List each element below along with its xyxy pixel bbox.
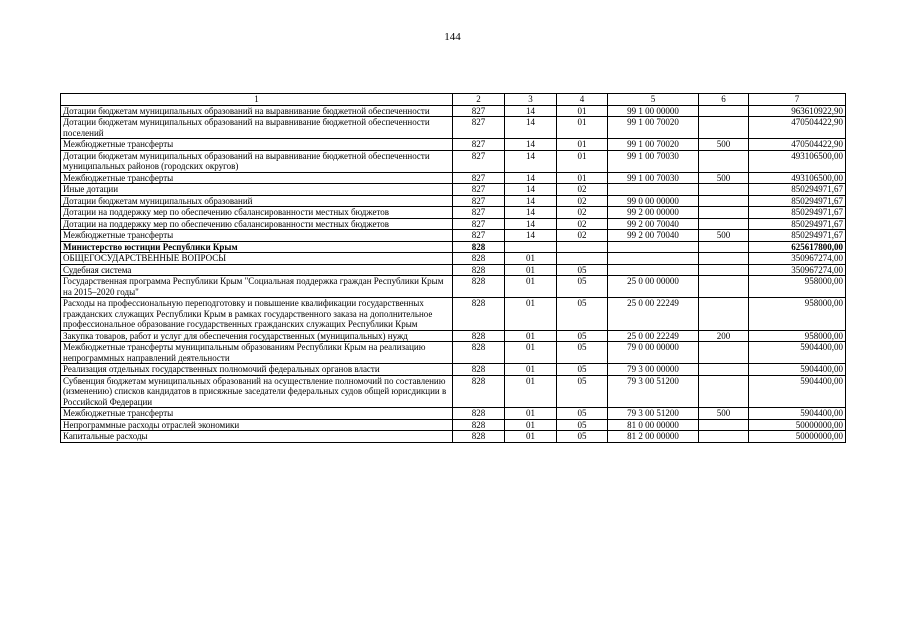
- row-dept-code-cell: 827: [453, 230, 505, 242]
- row-sum-cell: 470504422,90: [749, 117, 846, 139]
- table-row: [61, 172, 846, 184]
- row-section-cell: 14: [505, 150, 557, 172]
- row-section-cell: 14: [505, 207, 557, 219]
- row-dept-code-cell: 827: [453, 184, 505, 196]
- row-expense-type-cell: [699, 431, 749, 443]
- row-expense-type-cell: 500: [699, 139, 749, 151]
- row-dept-code-cell: 827: [453, 150, 505, 172]
- row-expense-type-cell: [699, 184, 749, 196]
- row-name-cell: Государственная программа Республики Крым "Социальная поддержка граждан Республики Крым на 2015–2020 годы": [61, 276, 453, 298]
- row-subsection-cell: [557, 241, 608, 253]
- row-target-article-cell: 99 1 00 70020: [608, 139, 699, 151]
- row-target-article-cell: [608, 253, 699, 265]
- row-dept-code-cell: 827: [453, 105, 505, 117]
- row-section-cell: 01: [505, 431, 557, 443]
- row-target-article-cell: 79 3 00 51200: [608, 375, 699, 408]
- row-dept-code-cell: 828: [453, 276, 505, 298]
- header-cell: 1: [61, 94, 453, 106]
- table-row: [61, 150, 846, 172]
- header-row: [61, 94, 846, 106]
- row-name-cell: Межбюджетные трансферты: [61, 230, 453, 242]
- row-name-cell: Непрограммные расходы отраслей экономики: [61, 419, 453, 431]
- row-sum-cell: 963610922,90: [749, 105, 846, 117]
- row-name-cell: Межбюджетные трансферты: [61, 172, 453, 184]
- row-expense-type-cell: [699, 117, 749, 139]
- row-dept-code-cell: 828: [453, 375, 505, 408]
- row-subsection-cell: 02: [557, 195, 608, 207]
- row-section-cell: 01: [505, 342, 557, 364]
- table-row: [61, 241, 846, 253]
- row-dept-code-cell: 827: [453, 117, 505, 139]
- row-sum-cell: 350967274,00: [749, 264, 846, 276]
- row-target-article-cell: [608, 241, 699, 253]
- row-name-cell: Дотации бюджетам муниципальных образований: [61, 195, 453, 207]
- row-sum-cell: 470504422,90: [749, 139, 846, 151]
- row-target-article-cell: 79 3 00 00000: [608, 364, 699, 376]
- table-row: [61, 230, 846, 242]
- table-row: [61, 264, 846, 276]
- row-name-cell: Иные дотации: [61, 184, 453, 196]
- row-section-cell: 14: [505, 172, 557, 184]
- row-sum-cell: 350967274,00: [749, 253, 846, 265]
- row-subsection-cell: 05: [557, 330, 608, 342]
- page-number: 144: [444, 31, 461, 43]
- row-target-article-cell: 99 0 00 00000: [608, 195, 699, 207]
- row-expense-type-cell: [699, 264, 749, 276]
- row-subsection-cell: 01: [557, 150, 608, 172]
- table-row: [61, 184, 846, 196]
- row-subsection-cell: 01: [557, 105, 608, 117]
- row-sum-cell: 493106500,00: [749, 150, 846, 172]
- row-name-cell: Реализация отдельных государственных полномочий федеральных органов власти: [61, 364, 453, 376]
- row-section-cell: 01: [505, 375, 557, 408]
- header-cell: 4: [557, 94, 608, 106]
- row-subsection-cell: 01: [557, 172, 608, 184]
- row-sum-cell: 850294971,67: [749, 218, 846, 230]
- row-sum-cell: 625617800,00: [749, 241, 846, 253]
- row-name-cell: Межбюджетные трансферты: [61, 139, 453, 151]
- row-target-article-cell: 25 0 00 22249: [608, 330, 699, 342]
- row-dept-code-cell: 828: [453, 330, 505, 342]
- row-expense-type-cell: [699, 241, 749, 253]
- row-expense-type-cell: [699, 375, 749, 408]
- header-cell: 6: [699, 94, 749, 106]
- row-expense-type-cell: [699, 298, 749, 331]
- row-target-article-cell: 25 0 00 00000: [608, 276, 699, 298]
- header-cell: 5: [608, 94, 699, 106]
- row-section-cell: 01: [505, 364, 557, 376]
- row-subsection-cell: 05: [557, 342, 608, 364]
- row-name-cell: Расходы на профессиональную переподготовку и повышение квалификации государственных гражданских служащих Республики Крым в рамках государственного заказа на дополнительное профессиональное образование государственных гражданских служащих Республики Крым: [61, 298, 453, 331]
- row-sum-cell: 5904400,00: [749, 375, 846, 408]
- row-expense-type-cell: 500: [699, 408, 749, 420]
- row-sum-cell: 50000000,00: [749, 431, 846, 443]
- row-section-cell: 01: [505, 419, 557, 431]
- row-expense-type-cell: [699, 253, 749, 265]
- row-section-cell: 01: [505, 276, 557, 298]
- row-expense-type-cell: 500: [699, 172, 749, 184]
- row-subsection-cell: 05: [557, 276, 608, 298]
- row-name-cell: Дотации бюджетам муниципальных образований на выравнивание бюджетной обеспеченности: [61, 105, 453, 117]
- row-target-article-cell: [608, 264, 699, 276]
- row-name-cell: Закупка товаров, работ и услуг для обеспечения государственных (муниципальных) нужд: [61, 330, 453, 342]
- row-expense-type-cell: [699, 364, 749, 376]
- row-target-article-cell: 25 0 00 22249: [608, 298, 699, 331]
- row-target-article-cell: [608, 184, 699, 196]
- row-sum-cell: 850294971,67: [749, 230, 846, 242]
- row-subsection-cell: 01: [557, 117, 608, 139]
- row-name-cell: Дотации бюджетам муниципальных образований на выравнивание бюджетной обеспеченности муниципальных районов (городских округов): [61, 150, 453, 172]
- row-section-cell: 01: [505, 330, 557, 342]
- row-target-article-cell: 99 1 00 70020: [608, 117, 699, 139]
- row-target-article-cell: 81 0 00 00000: [608, 419, 699, 431]
- row-section-cell: 01: [505, 298, 557, 331]
- row-sum-cell: 958000,00: [749, 276, 846, 298]
- row-sum-cell: 5904400,00: [749, 408, 846, 420]
- table-row: [61, 105, 846, 117]
- row-section-cell: 14: [505, 218, 557, 230]
- table-row: [61, 342, 846, 364]
- row-section-cell: 14: [505, 117, 557, 139]
- row-target-article-cell: 79 0 00 00000: [608, 342, 699, 364]
- row-section-cell: 14: [505, 230, 557, 242]
- row-dept-code-cell: 828: [453, 264, 505, 276]
- table-row: [61, 117, 846, 139]
- row-sum-cell: 5904400,00: [749, 342, 846, 364]
- row-dept-code-cell: 827: [453, 139, 505, 151]
- row-expense-type-cell: [699, 150, 749, 172]
- row-dept-code-cell: 827: [453, 207, 505, 219]
- row-sum-cell: 50000000,00: [749, 419, 846, 431]
- row-target-article-cell: 99 1 00 70030: [608, 172, 699, 184]
- row-target-article-cell: 81 2 00 00000: [608, 431, 699, 443]
- table-row: [61, 330, 846, 342]
- table-row: [61, 253, 846, 265]
- budget-table: [60, 93, 846, 443]
- row-subsection-cell: 05: [557, 408, 608, 420]
- row-expense-type-cell: [699, 276, 749, 298]
- table-row: [61, 218, 846, 230]
- row-name-cell: Дотации бюджетам муниципальных образований на выравнивание бюджетной обеспеченности поселений: [61, 117, 453, 139]
- row-dept-code-cell: 827: [453, 218, 505, 230]
- row-section-cell: 14: [505, 105, 557, 117]
- row-name-cell: ОБЩЕГОСУДАРСТВЕННЫЕ ВОПРОСЫ: [61, 253, 453, 265]
- table-row: [61, 364, 846, 376]
- row-target-article-cell: 99 2 00 00000: [608, 207, 699, 219]
- table-row: [61, 207, 846, 219]
- row-sum-cell: 958000,00: [749, 330, 846, 342]
- row-name-cell: Судебная система: [61, 264, 453, 276]
- row-dept-code-cell: 828: [453, 253, 505, 265]
- row-subsection-cell: [557, 253, 608, 265]
- row-dept-code-cell: 828: [453, 298, 505, 331]
- row-sum-cell: 958000,00: [749, 298, 846, 331]
- row-sum-cell: 850294971,67: [749, 195, 846, 207]
- row-dept-code-cell: 828: [453, 408, 505, 420]
- row-expense-type-cell: [699, 207, 749, 219]
- row-sum-cell: 493106500,00: [749, 172, 846, 184]
- row-subsection-cell: 05: [557, 298, 608, 331]
- row-subsection-cell: 02: [557, 207, 608, 219]
- row-section-cell: 14: [505, 184, 557, 196]
- row-expense-type-cell: [699, 218, 749, 230]
- row-expense-type-cell: [699, 342, 749, 364]
- row-dept-code-cell: 828: [453, 431, 505, 443]
- row-target-article-cell: 99 1 00 70030: [608, 150, 699, 172]
- row-name-cell: Субвенция бюджетам муниципальных образований на осуществление полномочий по составлению (изменению) списков кандидатов в присяжные заседатели федеральных судов общей юрисдикции в Российской Федерации: [61, 375, 453, 408]
- row-section-cell: 01: [505, 253, 557, 265]
- row-subsection-cell: 01: [557, 139, 608, 151]
- row-section-cell: 01: [505, 264, 557, 276]
- header-cell: 7: [749, 94, 846, 106]
- row-name-cell: Дотации на поддержку мер по обеспечению сбалансированности местных бюджетов: [61, 207, 453, 219]
- row-expense-type-cell: [699, 419, 749, 431]
- row-name-cell: Межбюджетные трансферты муниципальным образованиям Республики Крым на реализацию непрограммных направлений деятельности: [61, 342, 453, 364]
- row-name-cell: Министерство юстиции Республики Крым: [61, 241, 453, 253]
- header-cell: 2: [453, 94, 505, 106]
- table-row: [61, 139, 846, 151]
- row-expense-type-cell: [699, 105, 749, 117]
- row-name-cell: Дотации на поддержку мер по обеспечению сбалансированности местных бюджетов: [61, 218, 453, 230]
- row-section-cell: 14: [505, 139, 557, 151]
- row-expense-type-cell: [699, 195, 749, 207]
- table-row: [61, 375, 846, 408]
- row-expense-type-cell: 200: [699, 330, 749, 342]
- row-target-article-cell: 99 2 00 70040: [608, 218, 699, 230]
- row-target-article-cell: 99 2 00 70040: [608, 230, 699, 242]
- row-name-cell: Капитальные расходы: [61, 431, 453, 443]
- row-sum-cell: 850294971,67: [749, 184, 846, 196]
- row-subsection-cell: 05: [557, 419, 608, 431]
- row-subsection-cell: 05: [557, 264, 608, 276]
- row-dept-code-cell: 828: [453, 364, 505, 376]
- row-sum-cell: 5904400,00: [749, 364, 846, 376]
- row-subsection-cell: 02: [557, 184, 608, 196]
- row-subsection-cell: 02: [557, 230, 608, 242]
- row-subsection-cell: 05: [557, 364, 608, 376]
- row-section-cell: 01: [505, 408, 557, 420]
- table-row: [61, 276, 846, 298]
- row-dept-code-cell: 828: [453, 342, 505, 364]
- table-row: [61, 298, 846, 331]
- row-name-cell: Межбюджетные трансферты: [61, 408, 453, 420]
- table-row: [61, 195, 846, 207]
- row-dept-code-cell: 827: [453, 172, 505, 184]
- row-section-cell: 14: [505, 195, 557, 207]
- row-expense-type-cell: 500: [699, 230, 749, 242]
- row-target-article-cell: 99 1 00 00000: [608, 105, 699, 117]
- table-row: [61, 419, 846, 431]
- row-sum-cell: 850294971,67: [749, 207, 846, 219]
- row-dept-code-cell: 828: [453, 241, 505, 253]
- row-dept-code-cell: 828: [453, 419, 505, 431]
- row-subsection-cell: 05: [557, 375, 608, 408]
- row-subsection-cell: 02: [557, 218, 608, 230]
- row-subsection-cell: 05: [557, 431, 608, 443]
- row-dept-code-cell: 827: [453, 195, 505, 207]
- row-target-article-cell: 79 3 00 51200: [608, 408, 699, 420]
- row-section-cell: [505, 241, 557, 253]
- table-row: [61, 408, 846, 420]
- table-row: [61, 431, 846, 443]
- header-cell: 3: [505, 94, 557, 106]
